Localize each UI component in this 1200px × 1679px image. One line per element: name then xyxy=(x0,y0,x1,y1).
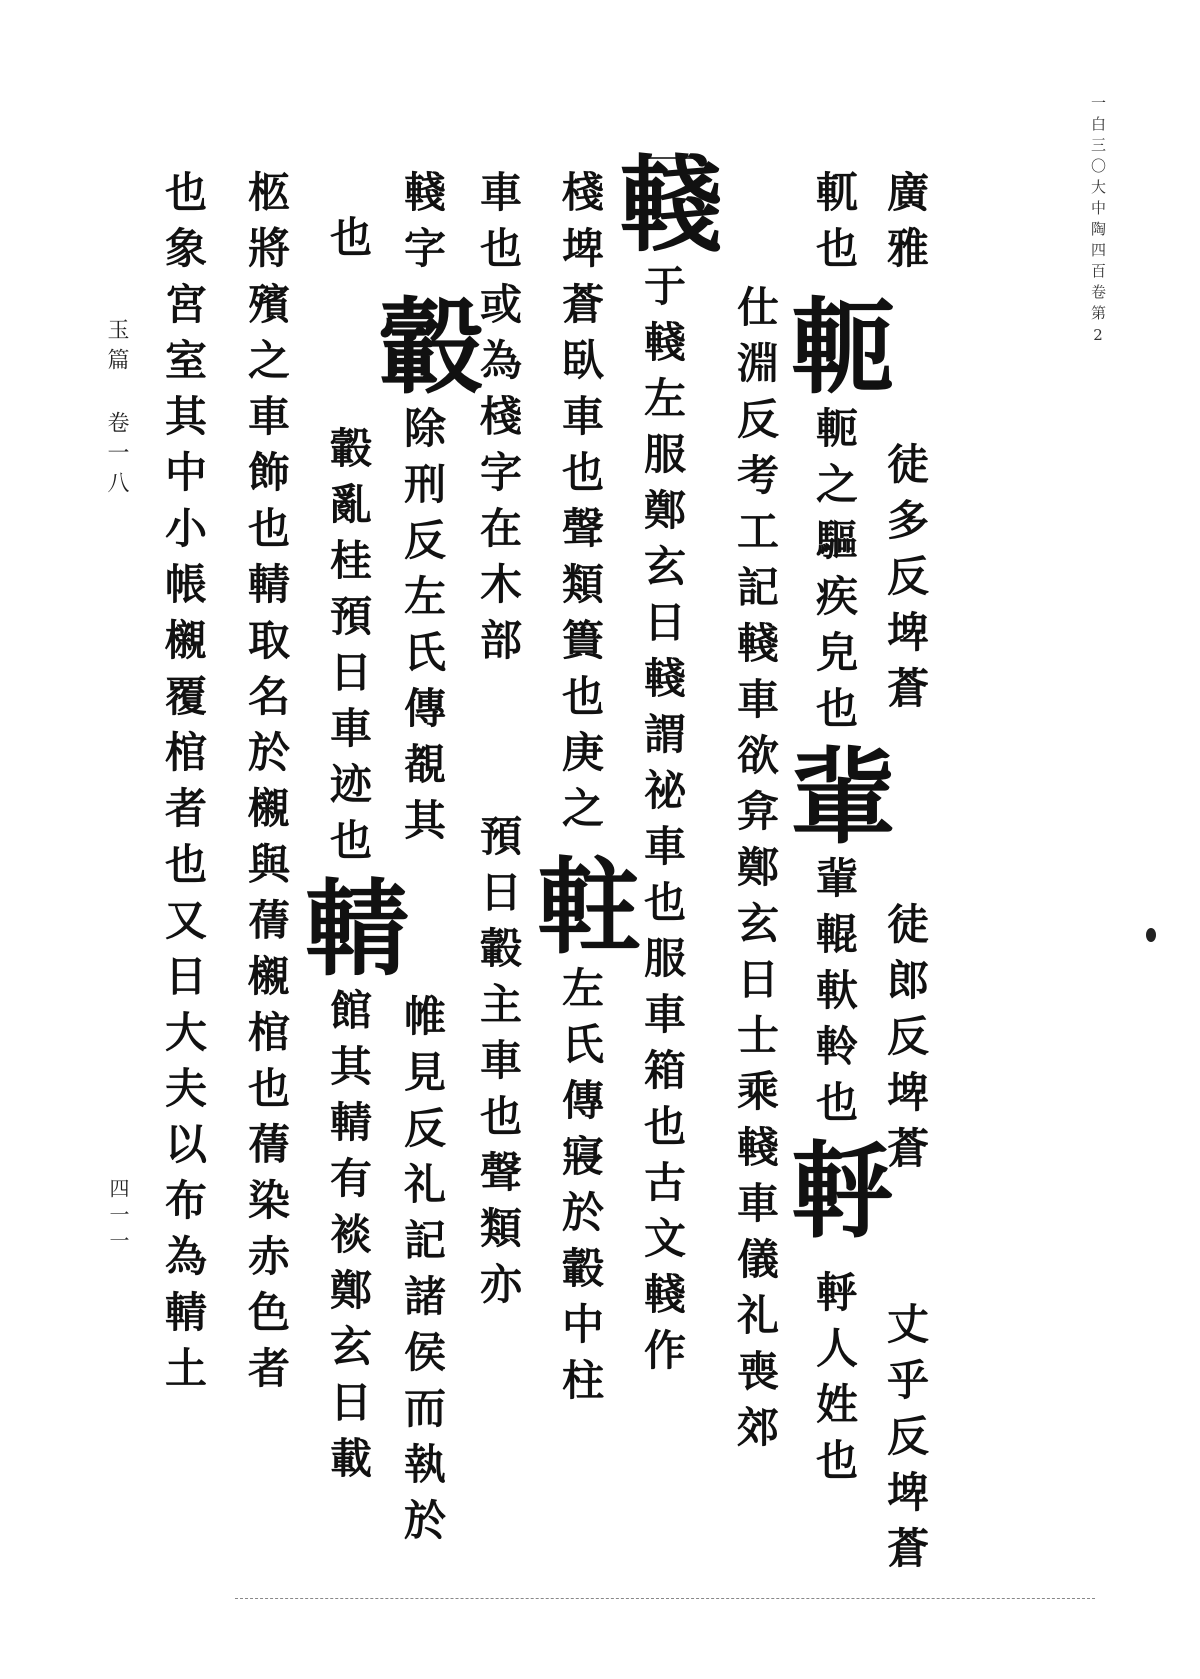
gloss-text: 也 xyxy=(324,215,373,271)
headword-character: 軤 xyxy=(773,1136,896,1240)
headword-character: 軴 xyxy=(519,852,642,956)
headword-character: 軰 xyxy=(773,742,896,846)
gloss-text: 左氏傳寢於轂中柱 xyxy=(556,966,605,1414)
gloss-text: 軛之驅疾皃也 xyxy=(810,406,859,742)
gloss-text: 丈乎反埤蒼 xyxy=(881,1302,930,1582)
headword-character: 轂 xyxy=(361,292,484,396)
headword-character: 輤 xyxy=(287,874,410,978)
gloss-text: 預日轂主車也聲類亦 xyxy=(474,814,523,1318)
text-column xyxy=(731,285,780,1461)
gloss-text: 除刑反左氏傳覩其 xyxy=(398,406,447,854)
edge-margin-note: 一白三〇大中陶四百卷第2 xyxy=(1089,95,1107,350)
gloss-text: 軏也 xyxy=(810,170,859,282)
gloss-text: 帷見反礼記諸侯而執於 xyxy=(398,994,447,1554)
gloss-text: 仕淵反考工記輚車欲弇鄭玄日士乘輚車儀礼喪郊 xyxy=(731,285,780,1461)
gloss-text: 棧埤蒼臥車也聲類簣也庚之 xyxy=(556,170,605,842)
text-column xyxy=(773,170,896,1494)
gloss-text: 廣雅 xyxy=(881,170,930,282)
gloss-text: 軤人姓也 xyxy=(810,1270,859,1494)
text-column xyxy=(287,215,410,1492)
text-column xyxy=(159,170,208,1402)
gloss-text: 軰輥軑軨也 xyxy=(810,856,859,1136)
ink-speck xyxy=(1146,928,1156,942)
headword-character: 軛 xyxy=(773,292,896,396)
gloss-text: 館其輤有裧鄭玄日載 xyxy=(324,988,373,1492)
gloss-text: 徒郎反埤蒼 xyxy=(881,902,930,1182)
margin-book-title: 玉篇 卷一八 xyxy=(104,318,129,501)
gloss-text: 輚字 xyxy=(398,170,447,282)
bottom-dashed-rule xyxy=(235,1598,1095,1600)
text-column xyxy=(519,170,642,1414)
gloss-text: 車也或為棧字在木部 xyxy=(474,170,523,674)
gloss-text: 徒多反埤蒼 xyxy=(881,442,930,722)
gloss-text: 柩將殯之車飾也輤取名於櫬與蒨櫬棺也蒨染赤色者 xyxy=(242,170,291,1402)
gloss-text: 轂亂桂預日車迹也 xyxy=(324,426,373,874)
gloss-text: 也象宮室其中小帳櫬覆棺者也又日大夫以布為輤土 xyxy=(159,170,208,1402)
headword-character: 輚 xyxy=(601,150,724,254)
text-column xyxy=(601,150,724,1384)
text-column xyxy=(242,170,291,1402)
text-column xyxy=(361,170,484,1554)
page-number: 四一一 xyxy=(106,1178,130,1256)
gloss-text: 于輚左服鄭玄日輚謂祕車也服車箱也古文輚作 xyxy=(638,264,687,1384)
